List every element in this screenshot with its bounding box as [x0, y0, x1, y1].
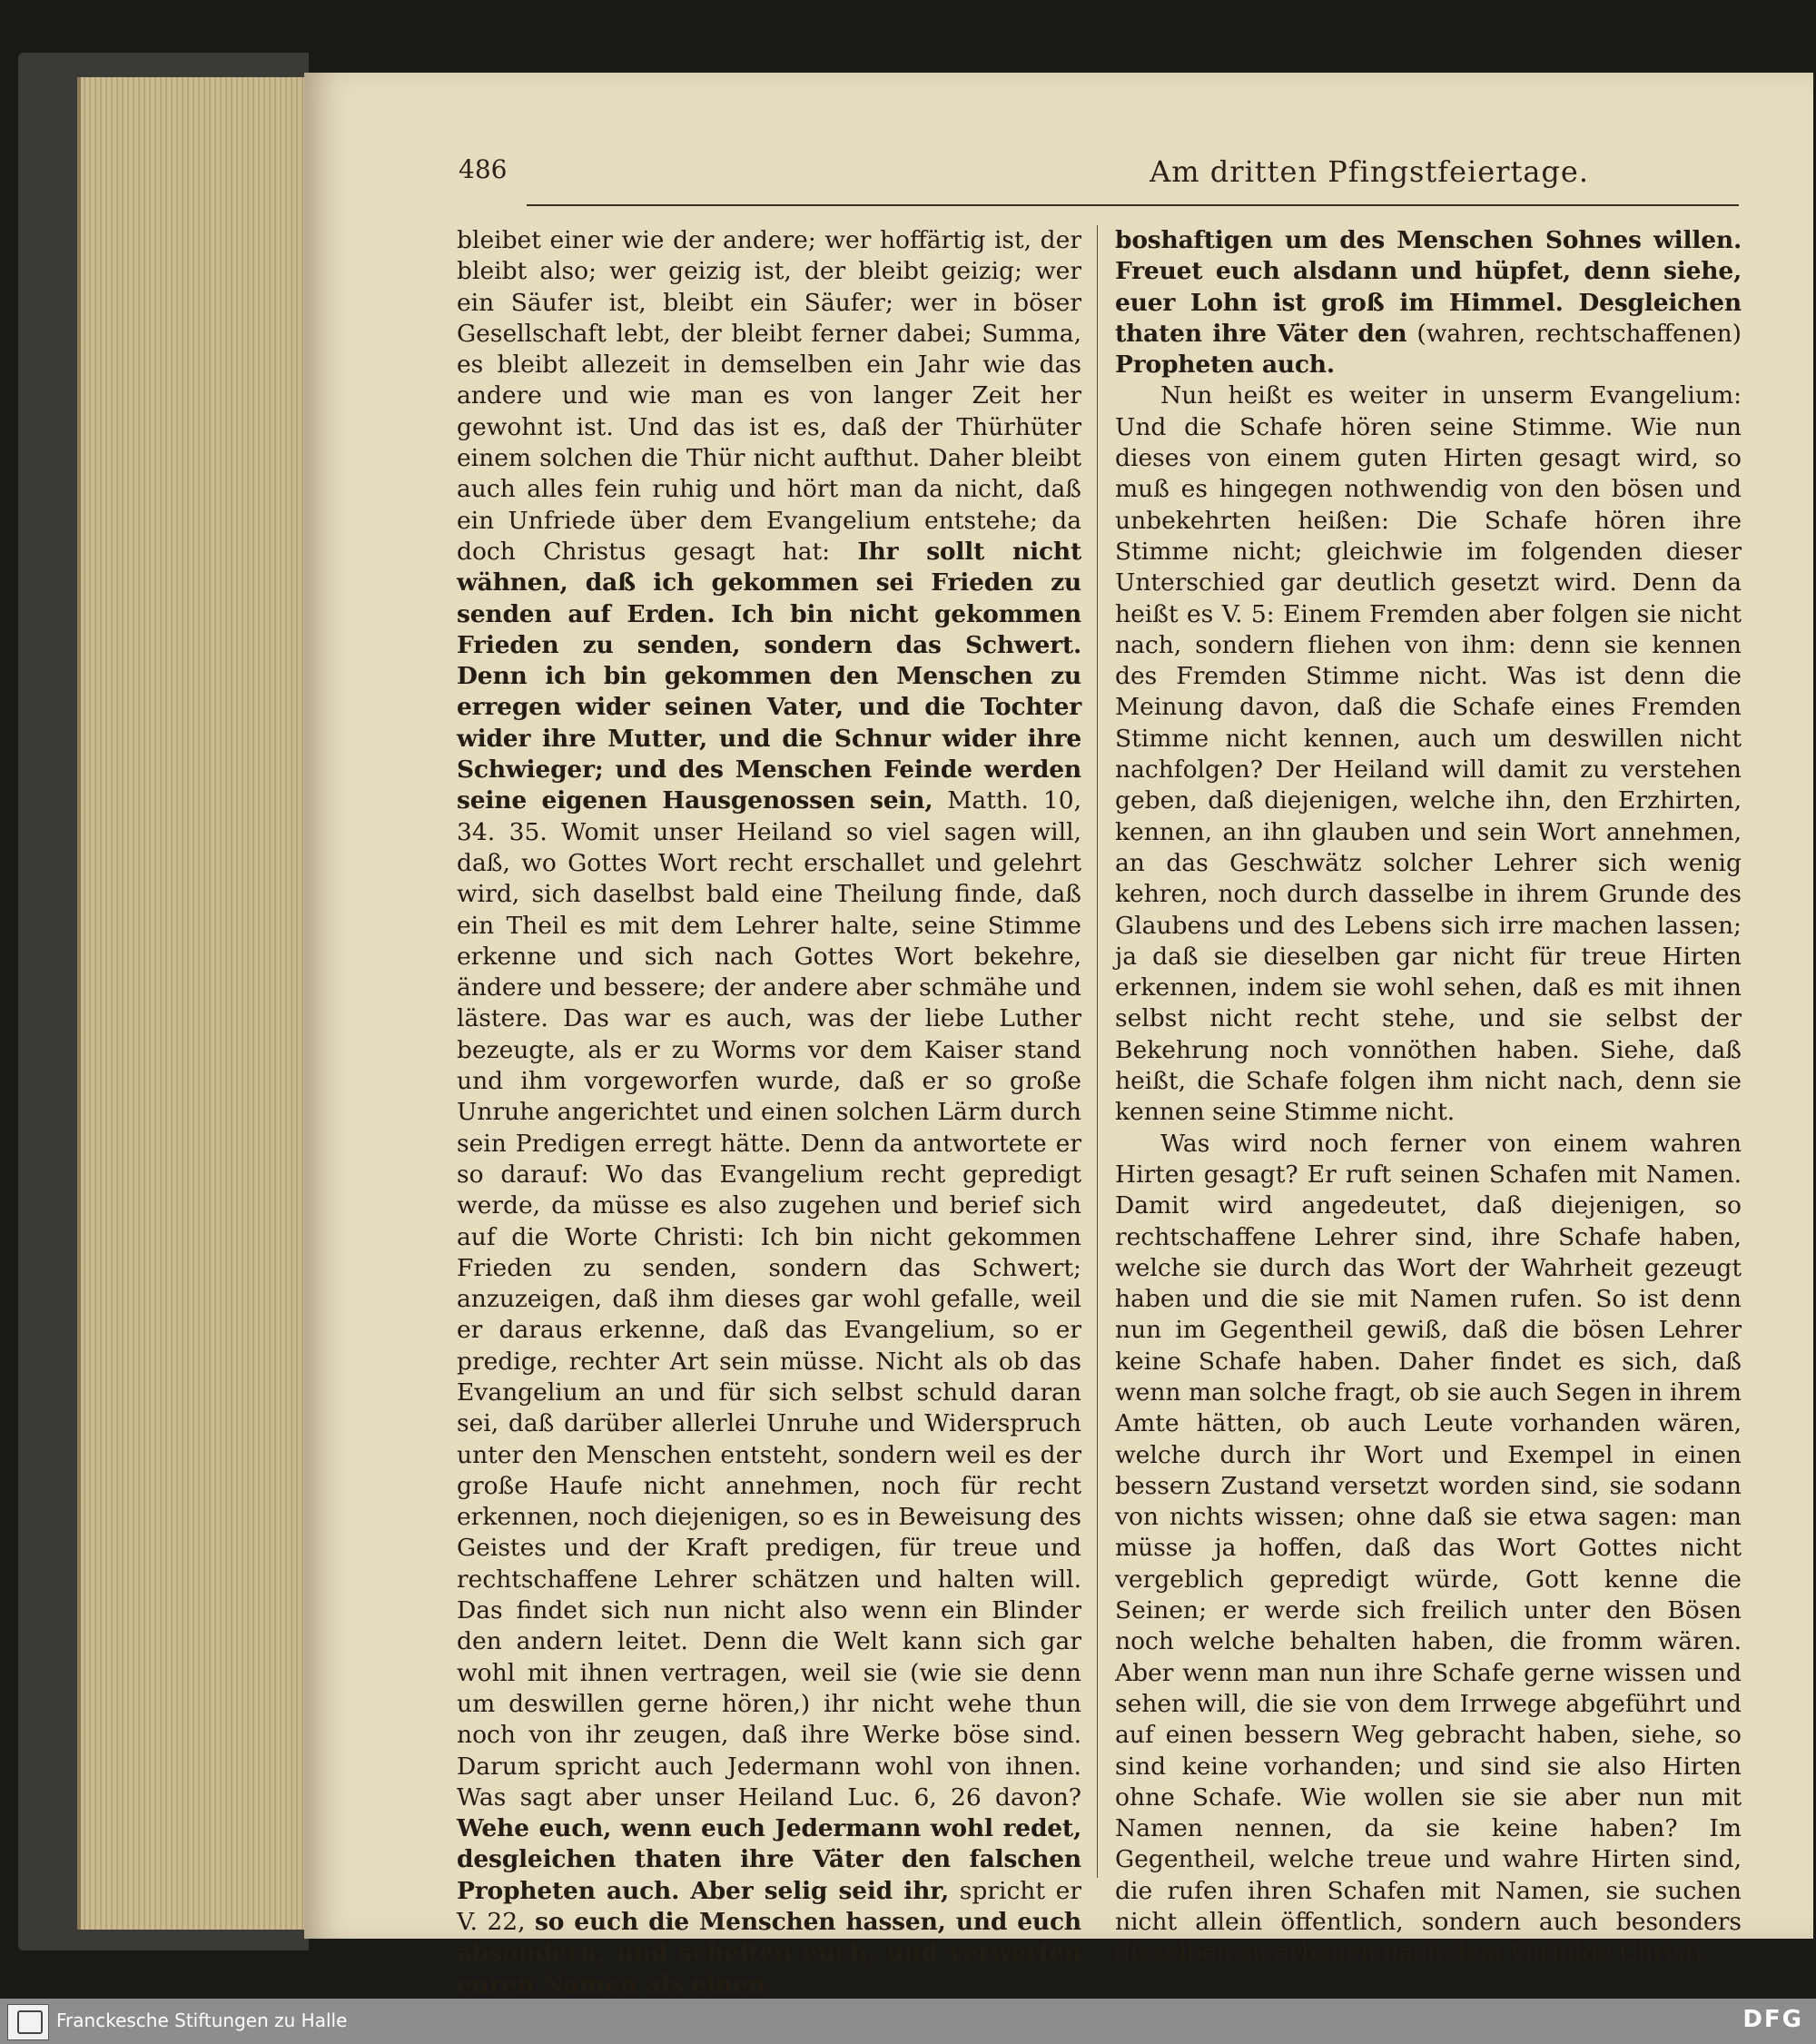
- text-column-right: [1115, 225, 1742, 1968]
- text-run: spricht er V. 22,: [457, 1876, 1082, 1937]
- text-run: (wahren, rechtschaffenen): [1406, 319, 1742, 348]
- page-number: 486: [459, 154, 508, 184]
- paragraph: [457, 225, 1081, 2000]
- running-head: [459, 154, 1589, 200]
- header-rule: [527, 204, 1739, 206]
- scripture-quote: boshaftigen um des Menschen Sohnes willen. Freuet euch alsdann und hüpfet, denn siehe, euer Lohn ist groß im Himmel. Desgleichen thaten ihre Väter den: [1115, 226, 1742, 348]
- page-edges: [77, 77, 308, 1930]
- institution-name[interactable]: Franckesche Stiftungen zu Halle: [56, 2009, 348, 2031]
- paragraph: [1115, 225, 1742, 380]
- text-run: bleibet einer wie der andere; wer hoffärtig ist, der bleibt also; wer geizig ist, der bleibt geizig; wer ein Säufer ist, bleibt ein Säufer; wer in böser Gesellschaft lebt, der bleibt ferner dabei; Summa, es bleibt allezeit in demselben ein Jahr wie das andere und wie man es von langer Zeit her gewohnt ist. Und das ist es, daß der Thürhüter einem solchen die Thür nicht aufthut. Daher bleibt auch alles fein ruhig und hört man da nicht, daß ein Unfriede über dem Evangelium entstehe; da doch Christus gesagt hat:: [457, 226, 1081, 566]
- footer-bar: [0, 1999, 1816, 2044]
- scripture-quote: Propheten auch.: [1115, 351, 1335, 380]
- text-run: Matth. 10, 34. 35. Womit unser Heiland so viel sagen will, daß, wo Gottes Wort recht erschallet und gelehrt wird, sich daselbst bald eine Theilung finde, daß ein Theil es mit dem Lehrer halte, seine Stimme erkenne und sich nach Gottes Wort bekehre, ändere und bessere; der andere aber schmähe und lästere. Das war es auch, was der liebe Luther bezeugte, als er zu Worms vor dem Kaiser stand und ihm vorgeworfen wurde, daß er so große Unruhe angerichtet und einen solchen Lärm durch sein Predigen erregt hätte. Denn da antwortete er so darauf: Wo das Evangelium recht gepredigt werde, da müsse es also zugehen und berief sich auf die Worte Christi: Ich bin nicht gekommen Frieden zu senden, sondern das Schwert; anzuzeigen, daß ihm dieses gar wohl gefalle, weil er daraus erkenne, daß das Evangelium, so er predige, rechter Art sein müsse. Nicht als ob das Evangelium an und für sich selbst schuld daran sei, daß darüber allerlei Unruhe und Widerspruch unter den Menschen entsteht, sondern weil es der große Haufe nicht annehmen, noch für recht erkennen, noch diejenigen, so es in Beweisung des Geistes und der Kraft predigen, für treue und rechtschaffene Lehrer schätzen und halten will. Das findet sich nun nicht also wenn ein Blinder den andern leitet. Denn die Welt kann sich gar wohl mit ihnen vertragen, weil sie (wie sie denn um deswillen gerne hören,) ihr nicht wehe thun noch von ihr zeugen, daß ihre Werke böse sind. Darum spricht auch Jedermann wohl von ihnen. Was sagt aber unser Heiland Luc. 6, 26 davon?: [457, 786, 1082, 1812]
- scripture-quote: so euch die Menschen hassen, und euch absondern, und schelten euch, und verwerfen euren Namen als einen: [457, 1908, 1082, 1999]
- scripture-quote: Wehe euch, wenn euch Jedermann wohl redet, desgleichen thaten ihre Väter den falschen Propheten auch. Aber selig seid ihr,: [457, 1814, 1081, 1905]
- text-column-left: [457, 225, 1082, 1999]
- column-divider: [1097, 225, 1098, 1878]
- paragraph: Nun heißt es weiter in unserm Evangelium: Und die Schafe hören seine Stimme. Wie nun dieses von einem guten Hirten gesagt wird, so muß es hingegen nothwendig von den bösen und unbekehrten heißen: Die Schafe hören ihre Stimme nicht; gleichwie im folgenden dieser Unterschied gar deutlich gesetzt wird. Denn da heißt es V. 5: Einem Fremden aber folgen sie nicht nach, sondern fliehen von ihm: denn sie kennen des Fremden Stimme nicht. Was ist denn die Meinung davon, daß die Schafe eines Fremden Stimme nicht kennen, auch um deswillen nicht nachfolgen? Der Heiland will damit zu verstehen geben, daß diejenigen, welche ihn, den Erzhirten, kennen, an ihn glauben und sein Wort annehmen, an das Geschwätz solcher Lehrer sich wenig kehren, noch durch dasselbe in ihrem Grunde des Glaubens und des Lebens sich irre machen lassen; ja daß sie dieselben gar nicht für treue Hirten erkennen, indem sie wohl sehen, daß es mit ihnen selbst nicht recht stehe, und sie selbst der Bekehrung noch vonnöthen haben. Siehe, daß heißt, die Schafe folgen ihm nicht nach, denn sie kennen seine Stimme nicht.: [1115, 381, 1742, 1127]
- institution-logo-icon: [7, 2004, 49, 2040]
- scripture-quote: Ihr sollt nicht wähnen, daß ich gekommen sei Frieden zu senden auf Erden. Ich bin nicht gekommen Frieden zu senden, sondern das Schwert. Denn ich bin gekommen den Menschen zu erregen wider seinen Vater, und die Tochter wider ihre Mutter, und die Schnur wider ihre Schwieger; und des Menschen Feinde werden seine eigenen Hausgenossen sein,: [457, 537, 1081, 815]
- book-page: [304, 73, 1813, 1999]
- page-title: Am dritten Pfingstfeiertage.: [1150, 154, 1589, 189]
- dfg-logo: DFG: [1742, 2006, 1803, 2033]
- paragraph: Was wird noch ferner von einem wahren Hirten gesagt? Er ruft seinen Schafen mit Namen. Damit wird angedeutet, daß diejenigen, so rechtschaffene Lehrer sind, ihre Schafe haben, welche sie durch das Wort der Wahrheit gezeugt haben und die sie mit Namen rufen. So ist denn nun im Gegentheil gewiß, daß die bösen Lehrer keine Schafe haben. Daher findet es sich, daß wenn man solche fragt, ob sie auch Segen in ihrem Amte hätten, ob auch Leute vorhanden wären, welche durch ihr Wort und Exempel in einen bessern Zustand versetzt worden sind, sie sodann von nichts wissen; ohne daß sie etwa sagen: man müsse ja hoffen, daß das Wort Gottes nicht vergeblich gepredigt würde, Gott kenne die Seinen; er werde sich freilich unter den Bösen noch welche behalten haben, die fromm wären. Aber wenn man nun ihre Schafe gerne wissen und sehen will, die sie von dem Irrwege abgeführt und auf einen bessern Weg gebracht haben, siehe, so sind keine vorhanden; und sind sie also Hirten ohne Schafe. Wie wollen sie sie aber nun mit Namen nennen, da sie keine haben? Im Gegentheil, welche treue und wahre Hirten sind, die rufen ihren Schafen mit Namen, sie suchen nicht allein öffentlich, sondern auch besonders dieselben zu erbauen nach dem Vorbilde Christi: [1115, 1129, 1742, 1968]
